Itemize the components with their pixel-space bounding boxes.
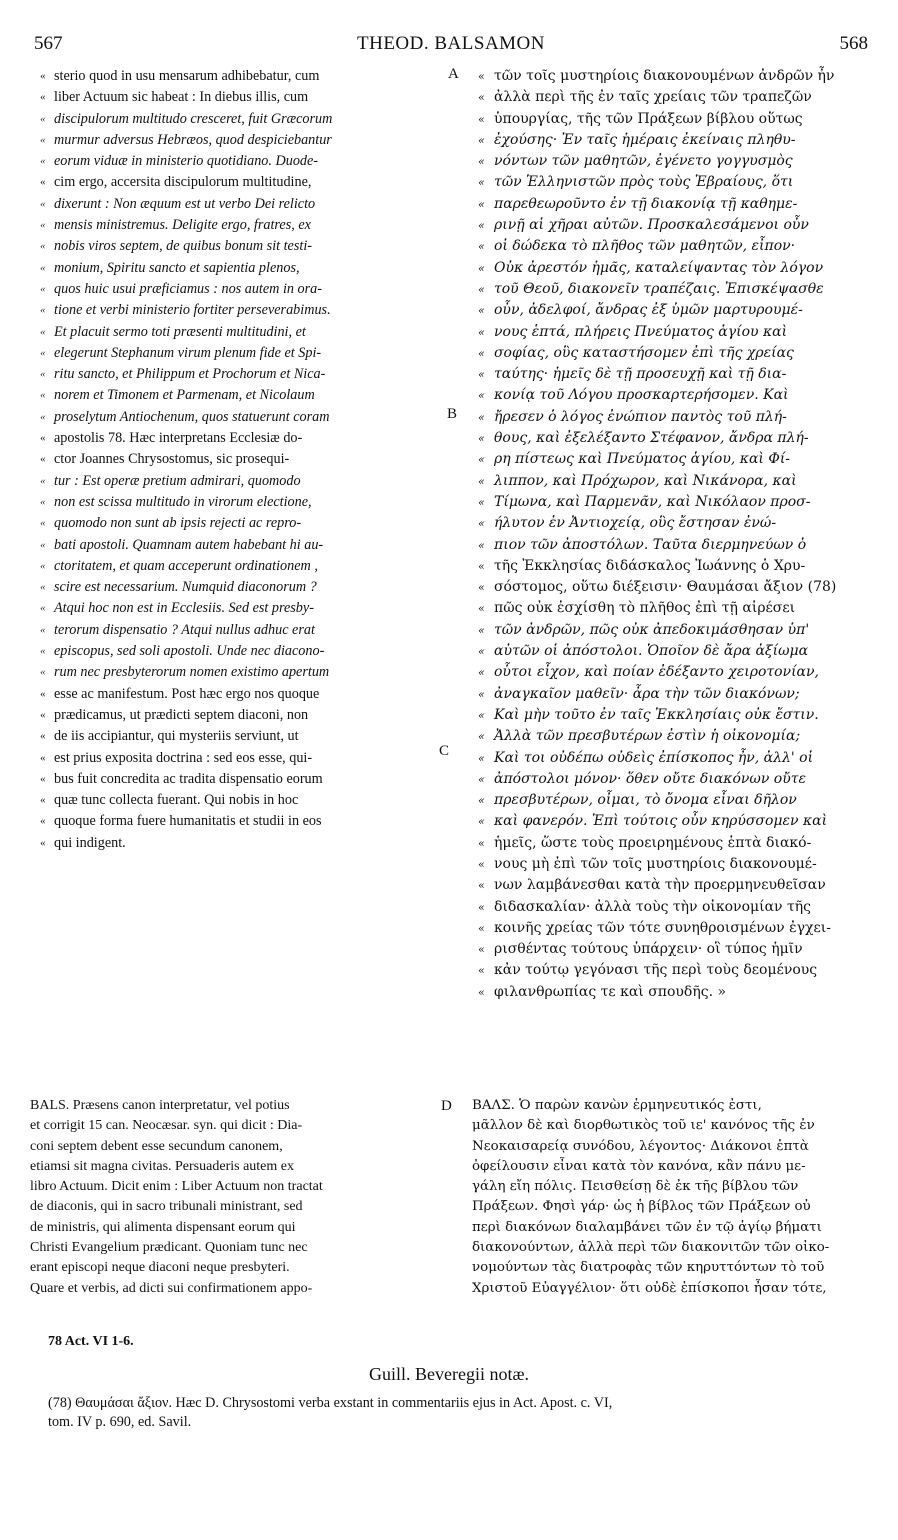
- latin-line: « Et placuit sermo toti præsenti multitudini, et: [40, 322, 446, 343]
- page-number-right: 568: [839, 33, 868, 54]
- latin-line: « cim ergo, accersita discipulorum multitudine,: [40, 172, 446, 193]
- latin-commentary-line: Christi Evangelium prædicant. Quoniam tunc nec: [30, 1240, 308, 1256]
- greek-line: « ἀναγκαῖον μαθεῖν· ἆρα τὴν τῶν διακόνων;: [478, 684, 868, 705]
- latin-line: « sterio quod in usu mensarum adhibebatur, cum: [40, 66, 446, 87]
- greek-commentary: [472, 1096, 867, 1299]
- latin-line: « bati apostoli. Quamnam autem habebant hi au-: [40, 535, 446, 556]
- greek-line: « ἐχούσης· Ἐν ταῖς ἡμέραις ἐκείναις πληθυ-: [478, 130, 868, 151]
- greek-line: « ρη πίστεως καὶ Πνεύματος ἁγίου, καὶ Φί-: [478, 449, 868, 470]
- latin-commentary-line: et corrigit 15 can. Neocæsar. syn. qui dicit : Dia-: [30, 1118, 303, 1134]
- latin-line: « quoque forma fuere humanitatis et studii in eos: [40, 811, 446, 832]
- footnote-78: 78 Act. VI 1-6.: [48, 1334, 134, 1349]
- greek-line: « Καὶ τοι οὐδέπω οὐδεὶς ἐπίσκοπος ἦν, ἀλλ' οἱ: [478, 748, 868, 769]
- greek-commentary-line: γάλη εἴη πόλις. Πεισθείσῃ δὲ ἐκ τῆς βίβλου τῶν: [472, 1179, 799, 1195]
- greek-line: « πιον τῶν ἀποστόλων. Ταῦτα διερμηνεύων ὁ: [478, 535, 868, 556]
- greek-line: « ὑπουργίας, τῆς τῶν Πράξεων βίβλου οὕτως: [478, 109, 868, 130]
- greek-line: « καὶ φανερόν. Ἐπὶ τούτοις οὖν κηρύσσομεν καὶ: [478, 811, 868, 832]
- latin-commentary-line: erant episcopi neque diaconi neque presbyteri.: [30, 1260, 290, 1276]
- note-line-1: (78) Θαυμάσαι ἄξιον. Hæc D. Chrysostomi verba exstant in commentariis ejus in Act. Apost. c. VI,: [48, 1395, 613, 1411]
- latin-line: « rum nec presbyterorum nomen existimo apertum: [40, 662, 446, 683]
- greek-line: « τῶν τοῖς μυστηρίοις διακονουμένων ἀνδρῶν ἦν: [478, 66, 868, 87]
- running-title: THEOD. BALSAMON: [357, 33, 545, 54]
- margin-letter-b: B: [447, 406, 458, 422]
- note-line-2: tom. IV p. 690, ed. Savil.: [48, 1414, 192, 1430]
- greek-line: « αὐτῶν οἱ ἀπόστολοι. Ὁποῖον δὲ ἄρα ἀξίωμα: [478, 641, 868, 662]
- notes-block: [48, 1394, 868, 1432]
- greek-line: « θους, καὶ ἐξελέξαντο Στέφανον, ἄνδρα πλή-: [478, 428, 868, 449]
- greek-line: « σόστομος, οὕτω διέξεισιν· Θαυμάσαι ἄξιον (78): [478, 577, 868, 598]
- greek-commentary-line: ὀφείλουσιν εἶναι κατὰ τὸν κανόνα, κἂν πάνυ με-: [472, 1158, 806, 1174]
- latin-line: « murmur adversus Hebræos, quod despiciebantur: [40, 130, 446, 151]
- greek-line: « τοῦ Θεοῦ, διακονεῖν τραπέζαις. Ἐπισκέψασθε: [478, 279, 868, 300]
- greek-line: « ρισθέντας τούτους ὑπάρχειν· οἳ τύπος ἡμῖν: [478, 939, 868, 960]
- greek-line: « ήλυτον ἐν Ἀντιοχείᾳ, οὓς ἔστησαν ἐνώ-: [478, 513, 868, 534]
- greek-line: « πρεσβυτέρων, οἶμαι, τὸ ὄνομα εἶναι δῆλον: [478, 790, 868, 811]
- latin-line: « bus fuit concredita ac tradita dispensatio eorum: [40, 769, 446, 790]
- margin-letter-d: D: [441, 1098, 452, 1114]
- latin-line: « mensis ministremus. Deligite ergo, fratres, ex: [40, 215, 446, 236]
- latin-line: « Atqui hoc non est in Ecclesiis. Sed est presby-: [40, 598, 446, 619]
- latin-text-column: [40, 66, 446, 854]
- greek-commentary-line: Πράξεων. Φησὶ γάρ· ὡς ἡ βίβλος τῶν Πράξεων οὐ: [472, 1199, 811, 1215]
- latin-commentary-line: BALS. Præsens canon interpretatur, vel potius: [30, 1098, 290, 1113]
- latin-commentary-line: libro Actuum. Dicit enim : Liber Actuum non tractat: [30, 1179, 323, 1195]
- greek-commentary-line: Χριστοῦ Εὐαγγέλιον· ὅτι οὐδὲ ἐπίσκοποι ἦσαν τότε,: [472, 1280, 827, 1296]
- greek-line: « ταύτης· ἡμεῖς δὲ τῇ προσευχῇ καὶ τῇ δια-: [478, 364, 868, 385]
- greek-line: « οὗτοι εἶχον, καὶ ποίαν ἐδέξαντο χειροτονίαν,: [478, 662, 868, 683]
- greek-line: « Ἀλλὰ τῶν πρεσβυτέρων ἐστὶν ἡ οἰκονομία;: [478, 726, 868, 747]
- greek-line: « ἀλλὰ περὶ τῆς ἐν ταῖς χρείαις τῶν τραπεζῶν: [478, 87, 868, 108]
- latin-commentary-line: de diaconis, qui in sacro tribunali ministrant, sed: [30, 1199, 303, 1215]
- greek-line: « κοινῆς χρείας τῶν τότε συνηθροισμένων ἐγχει-: [478, 918, 868, 939]
- latin-line: « episcopus, sed soli apostoli. Unde nec diacono-: [40, 641, 446, 662]
- greek-line: « Τίμωνα, καὶ Παρμενᾶν, καὶ Νικόλαον προσ-: [478, 492, 868, 513]
- greek-line: « τῆς Ἐκκλησίας διδάσκαλος Ἰωάννης ὁ Χρυ-: [478, 556, 868, 577]
- greek-commentary-line: ΒΑΛΣ. Ὁ παρὼν κανὼν ἑρμηνευτικός ἐστι,: [472, 1098, 762, 1113]
- latin-line: « qui indigent.: [40, 833, 446, 854]
- latin-line: « de iis accipiantur, qui mysteriis serviunt, ut: [40, 726, 446, 747]
- page-header: [34, 33, 868, 59]
- latin-line: « discipulorum multitudo cresceret, fuit Græcorum: [40, 109, 446, 130]
- greek-commentary-line: διακονούντων, ἀλλὰ περὶ τῶν διακονιτῶν τῶν οἰκο-: [472, 1240, 830, 1256]
- greek-line: « οἱ δώδεκα τὸ πλῆθος τῶν μαθητῶν, εἶπον·: [478, 236, 868, 257]
- latin-commentary-line: etiamsi sit magna civitas. Persuaderis autem ex: [30, 1158, 294, 1174]
- greek-commentary-line: νομούντων τὰς διατροφὰς τῶν κηρυττόντων τὸ τοῦ: [472, 1260, 825, 1276]
- greek-line: « διδασκαλίαν· ἀλλὰ τοὺς τὴν οἰκονομίαν τῆς: [478, 897, 868, 918]
- greek-commentary-line: περὶ διακόνων διαλαμβάνει τῶν ἐν τῷ ἁγίῳ βήματι: [472, 1219, 822, 1235]
- greek-line: « πῶς οὐκ ἐσχίσθη τὸ πλῆθος ἐπὶ τῇ αἱρέσει: [478, 598, 868, 619]
- latin-commentary: [30, 1096, 434, 1299]
- greek-commentary-line: μᾶλλον δὲ καὶ διορθωτικὸς τοῦ ιε' κανόνος τῆς ἐν: [472, 1118, 815, 1134]
- greek-line: « ἡμεῖς, ὥστε τοὺς προειρημένους ἑπτὰ διακό-: [478, 833, 868, 854]
- greek-line: « νους ἑπτά, πλήρεις Πνεύματος ἁγίου καὶ: [478, 322, 868, 343]
- greek-line: « κἀν τούτῳ γεγόνασι τῆς περὶ τοὺς δεομένους: [478, 960, 868, 981]
- greek-text-column: [478, 66, 868, 1003]
- latin-line: « dixerunt : Non æquum est ut verbo Dei relicto: [40, 194, 446, 215]
- latin-line: « elegerunt Stephanum virum plenum fide et Spi-: [40, 343, 446, 364]
- latin-line: « non est scissa multitudo in virorum electione,: [40, 492, 446, 513]
- latin-line: « esse ac manifestum. Post hæc ergo nos quoque: [40, 684, 446, 705]
- latin-line: « quos huic usui præficiamus : nos autem in ora-: [40, 279, 446, 300]
- latin-line: « tur : Est operæ pretium admirari, quomodo: [40, 471, 446, 492]
- latin-commentary-line: Quare et verbis, ad dicti sui confirmationem appo-: [30, 1280, 313, 1296]
- latin-line: « proselytum Antiochenum, quos statuerunt coram: [40, 407, 446, 428]
- greek-commentary-line: Νεοκαισαρείᾳ συνόδου, λέγοντος· Διάκονοι ἑπτὰ: [472, 1138, 809, 1154]
- latin-line: « ctoritatem, et quam acceperunt ordinationem ,: [40, 556, 446, 577]
- greek-line: « τῶν ἀνδρῶν, πῶς οὐκ ἀπεδοκιμάσθησαν ὑπ': [478, 620, 868, 641]
- greek-line: « παρεθεωροῦντο ἐν τῇ διακονίᾳ τῇ καθημε-: [478, 194, 868, 215]
- latin-line: « quæ tunc collecta fuerant. Qui nobis in hoc: [40, 790, 446, 811]
- greek-line: « νόντων τῶν μαθητῶν, ἐγένετο γογγυσμὸς: [478, 151, 868, 172]
- margin-letter-a: A: [448, 66, 459, 82]
- greek-line: « τῶν Ἑλληνιστῶν πρὸς τοὺς Ἑβραίους, ὅτι: [478, 172, 868, 193]
- latin-line: « prædicamus, ut prædicti septem diaconi, non: [40, 705, 446, 726]
- latin-line: « ctor Joannes Chrysostomus, sic prosequi-: [40, 449, 446, 470]
- latin-line: « nobis viros septem, de quibus bonum sit testi-: [40, 236, 446, 257]
- greek-line: « κονίᾳ τοῦ Λόγου προσκαρτερήσομεν. Καὶ: [478, 385, 868, 406]
- margin-letter-c: C: [439, 743, 450, 759]
- latin-commentary-line: coni septem debent esse secundum canonem,: [30, 1138, 283, 1154]
- latin-line: « est prius exposita doctrina : sed eos esse, qui-: [40, 748, 446, 769]
- latin-line: « eorum viduæ in ministerio quotidiano. Duode-: [40, 151, 446, 172]
- greek-line: « φιλανθρωπίας τε καὶ σπουδῆς. »: [478, 982, 868, 1003]
- latin-line: « monium, Spiritu sancto et sapientia plenos,: [40, 258, 446, 279]
- greek-line: « λιππον, καὶ Πρόχωρον, καὶ Νικάνορα, καὶ: [478, 471, 868, 492]
- greek-line: « ρινῇ αἱ χῆραι αὐτῶν. Προσκαλεσάμενοι οὖν: [478, 215, 868, 236]
- latin-line: « quomodo non sunt ab ipsis rejecti ac repro-: [40, 513, 446, 534]
- notes-title: Guill. Beveregii notæ.: [369, 1364, 529, 1384]
- page-number-left: 567: [34, 33, 63, 54]
- latin-line: « tione et verbi ministerio fortiter perseverabimus.: [40, 300, 446, 321]
- latin-line: « scire est necessarium. Numquid diaconorum ?: [40, 577, 446, 598]
- greek-line: « νων λαμβάνεσθαι κατὰ τὴν προερμηνευθεῖσαν: [478, 875, 868, 896]
- latin-commentary-line: de ministris, qui alimenta dispensant eorum qui: [30, 1219, 296, 1235]
- latin-line: « apostolis 78. Hæc interpretans Ecclesiæ do-: [40, 428, 446, 449]
- greek-line: « ἤρεσεν ὁ λόγος ἐνώπιον παντὸς τοῦ πλή-: [478, 407, 868, 428]
- latin-line: « terorum dispensatio ? Atqui nullus adhuc erat: [40, 620, 446, 641]
- latin-line: « ritu sancto, et Philippum et Prochorum et Nica-: [40, 364, 446, 385]
- greek-line: « ἀπόστολοι μόνον· ὅθεν οὔτε διακόνων οὔτε: [478, 769, 868, 790]
- greek-line: « Οὐκ ἀρεστόν ἡμᾶς, καταλείψαντας τὸν λόγον: [478, 258, 868, 279]
- greek-line: « Καὶ μὴν τοῦτο ἐν ταῖς Ἐκκλησίαις οὐκ ἔστιν.: [478, 705, 868, 726]
- latin-line: « norem et Timonem et Parmenam, et Nicolaum: [40, 385, 446, 406]
- greek-line: « σοφίας, οὓς καταστήσομεν ἐπὶ τῆς χρείας: [478, 343, 868, 364]
- latin-line: « liber Actuum sic habeat : In diebus illis, cum: [40, 87, 446, 108]
- greek-line: « οὖν, ἀδελφοί, ἄνδρας ἐξ ὑμῶν μαρτυρουμέ-: [478, 300, 868, 321]
- greek-line: « νους μὴ ἐπὶ τῶν τοῖς μυστηρίοις διακονουμέ-: [478, 854, 868, 875]
